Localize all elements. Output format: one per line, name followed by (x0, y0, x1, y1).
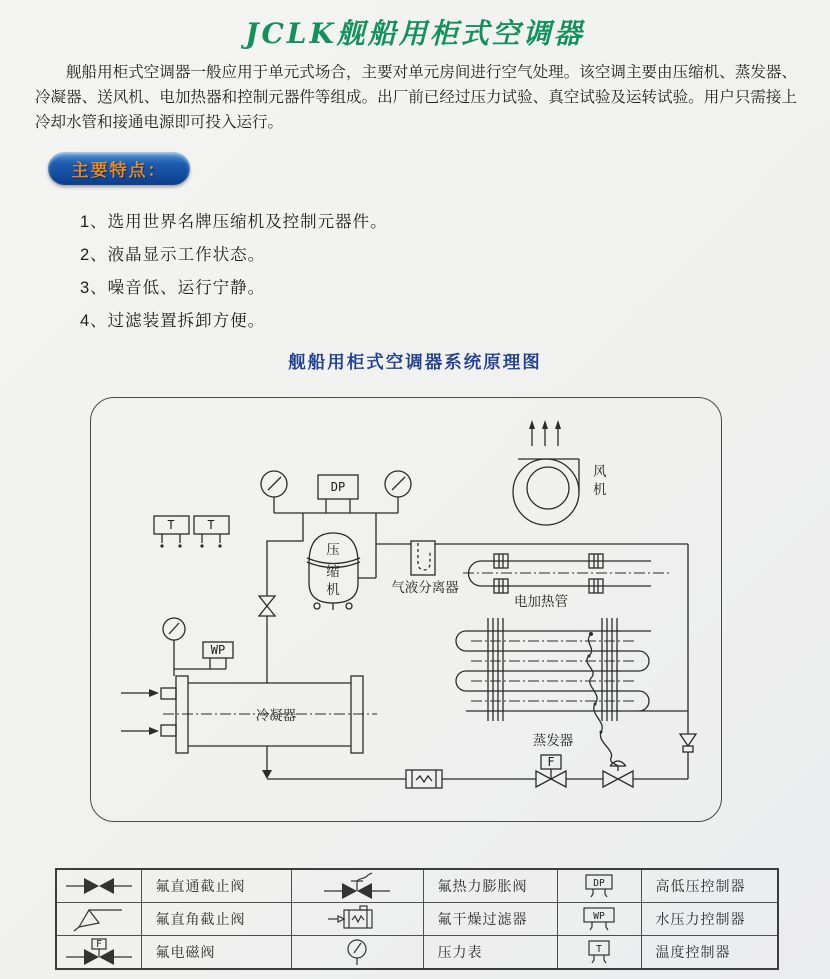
cooling-water-inlets (121, 688, 176, 736)
feature-item: 4、过滤装置拆卸方便。 (80, 312, 266, 330)
separator-label: 气液分离器 (391, 580, 459, 595)
legend-symbol-cell (56, 903, 141, 936)
pressure-gauge-icon (385, 471, 411, 513)
fan-label: 风 (593, 464, 607, 479)
features-list (80, 206, 388, 338)
intro-paragraph: 舰船用柜式空调器一般应用于单元式场合，主要对单元房间进行空气处理。该空调主要由压缩机、蒸发器、冷凝器、送风机、电加热器和控制元器件等组成。出厂前已经过压力试验、真空试验及运转试验。用户只需接上冷却水管和接通电源即可投入运行。 (35, 64, 797, 131)
fan-icon (513, 420, 607, 525)
features-badge (48, 152, 190, 185)
discharge-manifold (261, 471, 411, 513)
condenser (121, 618, 377, 753)
t-symbol-label: T (596, 944, 602, 955)
evaporator-fins (488, 618, 617, 721)
dp-symbol-label: DP (593, 878, 605, 889)
temperature-controller (194, 516, 229, 548)
feature-item: 3、噪音低、运行宁静。 (80, 279, 266, 297)
stop-valve-icon (259, 596, 275, 616)
legend-symbol-cell (557, 936, 641, 970)
legend-label: 水压力控制器 (641, 903, 778, 936)
condenser-label: 冷凝器 (255, 708, 297, 723)
t-controller-icon (563, 938, 635, 966)
wp-controller-icon (563, 905, 635, 933)
legend-symbol-cell (291, 903, 423, 936)
right-riser (680, 544, 696, 779)
schematic-panel (90, 397, 722, 822)
filter-drier-icon (406, 770, 442, 788)
legend-label: 氟电磁阀 (141, 936, 291, 970)
fan-label: 机 (593, 482, 607, 497)
legend-label: 氟直通截止阀 (141, 869, 291, 903)
legend-label: 高低压控制器 (641, 869, 778, 903)
expansion-valve-icon (603, 761, 633, 787)
legend-label: 压力表 (423, 936, 557, 970)
compressor-label: 压 (326, 542, 340, 557)
feature-item: 2、液晶显示工作状态。 (80, 246, 266, 264)
compressor-label: 机 (326, 582, 340, 597)
t-label: T (207, 518, 215, 532)
thermal-expansion-valve-icon (321, 872, 393, 900)
legend-symbol-cell (557, 869, 641, 903)
legend-symbol-cell (56, 936, 141, 970)
filter-drier-icon (321, 905, 393, 933)
funnel-valve-icon (680, 734, 696, 752)
pressure-gauge-icon (261, 471, 287, 513)
straight-stop-valve-icon (63, 872, 135, 900)
pressure-gauge-icon (163, 618, 185, 676)
compressor (307, 533, 360, 610)
pressure-gauge-icon (321, 938, 393, 966)
angle-stop-valve-icon (63, 905, 135, 933)
legend-label: 氟直角截止阀 (141, 903, 291, 936)
legend-symbol-cell (557, 903, 641, 936)
wp-symbol-label: WP (593, 911, 605, 922)
legend-label: 氟干燥过滤器 (423, 903, 557, 936)
f-symbol-label: F (95, 939, 102, 950)
schematic-drawing (91, 398, 723, 823)
legend-label: 温度控制器 (641, 936, 778, 970)
airflow-arrows (529, 420, 561, 446)
wp-label: WP (210, 643, 226, 657)
gas-liquid-separator (391, 541, 459, 595)
page-title: JCLK舰船用柜式空调器 (245, 17, 585, 50)
schematic-title: 舰船用柜式空调器系统原理图 (288, 352, 542, 372)
heater-label: 电加热管 (514, 594, 568, 609)
f-label: F (547, 755, 555, 769)
compressor-label: 缩 (326, 564, 340, 579)
dp-label: DP (330, 480, 346, 494)
features-badge-label: 主要特点： (71, 161, 167, 180)
legend-label: 氟热力膨胀阀 (423, 869, 557, 903)
electric-heater (463, 554, 669, 609)
t-label: T (167, 518, 175, 532)
temperature-controller (154, 516, 189, 548)
legend-symbol-cell (291, 869, 423, 903)
dp-controller-icon (563, 872, 635, 900)
legend-table (55, 868, 779, 970)
legend-row (56, 869, 778, 903)
evaporator-label: 蒸发器 (532, 733, 574, 748)
evaporator (456, 618, 688, 748)
discharge-line (259, 513, 303, 683)
solenoid-valve-icon (63, 938, 135, 966)
legend-symbol-cell (56, 869, 141, 903)
legend-symbol-cell (291, 936, 423, 970)
feature-item: 1、选用世界名牌压缩机及控制元器件。 (80, 213, 388, 231)
solenoid-valve-icon (536, 755, 566, 787)
liquid-line (262, 746, 688, 788)
suction-line (358, 513, 688, 595)
dp-controller (318, 475, 358, 513)
wp-controller (174, 642, 233, 669)
legend-row (56, 903, 778, 936)
legend-row (56, 936, 778, 970)
